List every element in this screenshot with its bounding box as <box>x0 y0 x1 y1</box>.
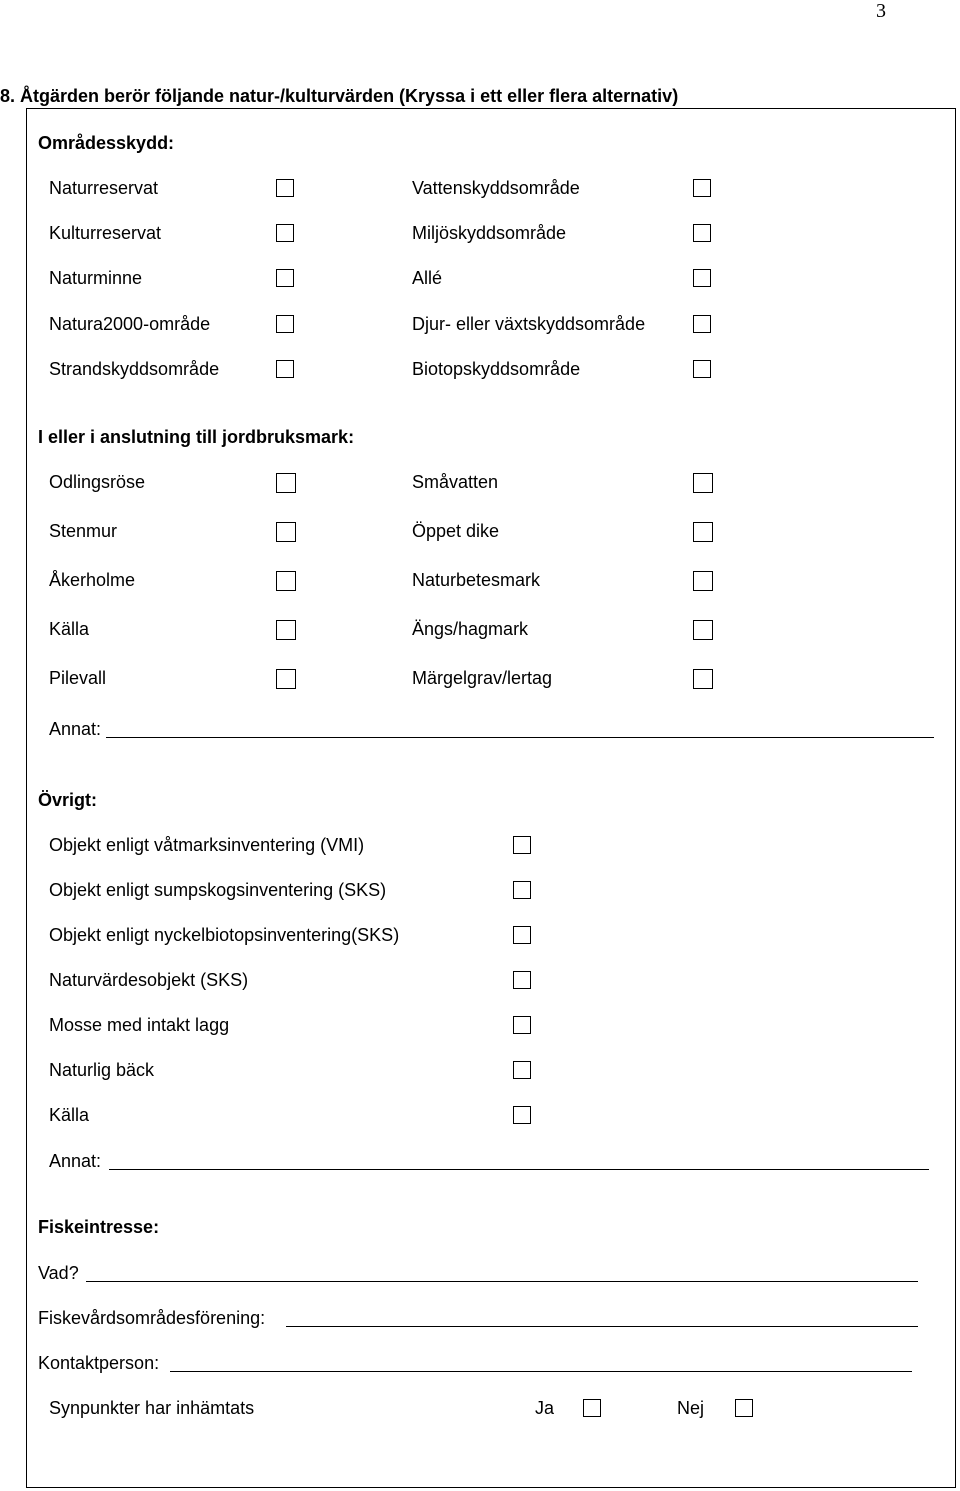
jordbruk-left-checkbox[interactable] <box>276 522 296 542</box>
jordbruk-right-label: Ängs/hagmark <box>412 619 529 639</box>
jordbruk-right-label: Småvatten <box>412 472 499 492</box>
page-number: 3 <box>876 0 886 22</box>
ovrigt-item-label: Mosse med intakt lagg <box>49 1015 230 1035</box>
jordbruk-left-checkbox[interactable] <box>276 473 296 493</box>
omradesskydd-right-checkbox[interactable] <box>693 224 711 242</box>
ovrigt-item-label: Källa <box>49 1105 90 1125</box>
ovrigt-item-checkbox[interactable] <box>513 971 531 989</box>
jordbruk-right-checkbox[interactable] <box>693 522 713 542</box>
jordbruk-left-checkbox[interactable] <box>276 571 296 591</box>
jordbruk-right-label: Öppet dike <box>412 521 500 541</box>
ovrigt-item-checkbox[interactable] <box>513 836 531 854</box>
fiske-kontakt-input-line[interactable] <box>170 1371 912 1372</box>
omradesskydd-left-label: Naturreservat <box>49 178 159 198</box>
omradesskydd-right-checkbox[interactable] <box>693 360 711 378</box>
jordbruk-right-checkbox[interactable] <box>693 571 713 591</box>
jordbruk-left-label: Odlingsröse <box>49 472 146 492</box>
fiske-ja-checkbox[interactable] <box>583 1399 601 1417</box>
jordbruk-right-label: Märgelgrav/lertag <box>412 668 553 688</box>
jordbruk-left-checkbox[interactable] <box>276 620 296 640</box>
omradesskydd-left-label: Strandskyddsområde <box>49 359 220 379</box>
omradesskydd-right-label: Biotopskyddsområde <box>412 359 581 379</box>
fiske-kontakt-label: Kontaktperson: <box>38 1353 160 1373</box>
fiske-vad-input-line[interactable] <box>86 1281 918 1282</box>
omradesskydd-left-checkbox[interactable] <box>276 224 294 242</box>
jordbruk-annat-input-line[interactable] <box>106 737 934 738</box>
omradesskydd-left-checkbox[interactable] <box>276 360 294 378</box>
fiske-synpunkter-label: Synpunkter har inhämtats <box>49 1398 255 1418</box>
ovrigt-item-label: Naturvärdesobjekt (SKS) <box>49 970 249 990</box>
omradesskydd-right-checkbox[interactable] <box>693 179 711 197</box>
jordbruk-right-label: Naturbetesmark <box>412 570 541 590</box>
ovrigt-item-checkbox[interactable] <box>513 1106 531 1124</box>
omradesskydd-left-label: Natura2000-område <box>49 314 211 334</box>
fiske-nej-label: Nej <box>677 1398 705 1418</box>
ovrigt-item-checkbox[interactable] <box>513 1061 531 1079</box>
fiske-forening-input-line[interactable] <box>286 1326 918 1327</box>
fiske-title: Fiskeintresse: <box>38 1217 160 1237</box>
ovrigt-item-label: Objekt enligt nyckelbiotopsinventering(SKS) <box>49 925 400 945</box>
omradesskydd-left-checkbox[interactable] <box>276 315 294 333</box>
jordbruk-right-checkbox[interactable] <box>693 473 713 493</box>
ovrigt-item-checkbox[interactable] <box>513 1016 531 1034</box>
jordbruk-left-label: Källa <box>49 619 90 639</box>
ovrigt-item-checkbox[interactable] <box>513 926 531 944</box>
omradesskydd-left-checkbox[interactable] <box>276 269 294 287</box>
section-heading: 8. Åtgärden berör följande natur-/kulturvärden (Kryssa i ett eller flera alternativ) <box>0 86 679 106</box>
omradesskydd-right-label: Djur- eller växtskyddsområde <box>412 314 646 334</box>
omradesskydd-right-checkbox[interactable] <box>693 315 711 333</box>
ovrigt-item-label: Objekt enligt våtmarksinventering (VMI) <box>49 835 365 855</box>
jordbruk-right-checkbox[interactable] <box>693 620 713 640</box>
jordbruk-annat-label: Annat: <box>49 719 102 739</box>
fiske-nej-checkbox[interactable] <box>735 1399 753 1417</box>
jordbruksmark-title: I eller i anslutning till jordbruksmark: <box>38 427 355 447</box>
jordbruk-left-label: Pilevall <box>49 668 107 688</box>
ovrigt-item-label: Naturlig bäck <box>49 1060 155 1080</box>
omradesskydd-title: Områdesskydd: <box>38 133 175 153</box>
omradesskydd-left-label: Naturminne <box>49 268 143 288</box>
jordbruk-left-label: Åkerholme <box>49 570 136 590</box>
fiske-forening-label: Fiskevårdsområdesförening: <box>38 1308 266 1328</box>
omradesskydd-left-label: Kulturreservat <box>49 223 162 243</box>
ovrigt-annat-input-line[interactable] <box>109 1169 929 1170</box>
fiske-ja-label: Ja <box>535 1398 555 1418</box>
omradesskydd-right-label: Miljöskyddsområde <box>412 223 567 243</box>
fiske-vad-label: Vad? <box>38 1263 79 1283</box>
jordbruk-right-checkbox[interactable] <box>693 669 713 689</box>
ovrigt-item-checkbox[interactable] <box>513 881 531 899</box>
omradesskydd-right-label: Allé <box>412 268 443 288</box>
ovrigt-item-label: Objekt enligt sumpskogsinventering (SKS) <box>49 880 387 900</box>
ovrigt-annat-label: Annat: <box>49 1151 102 1171</box>
jordbruk-left-checkbox[interactable] <box>276 669 296 689</box>
omradesskydd-right-checkbox[interactable] <box>693 269 711 287</box>
omradesskydd-right-label: Vattenskyddsområde <box>412 178 580 198</box>
omradesskydd-left-checkbox[interactable] <box>276 179 294 197</box>
jordbruk-left-label: Stenmur <box>49 521 118 541</box>
ovrigt-title: Övrigt: <box>38 790 98 810</box>
